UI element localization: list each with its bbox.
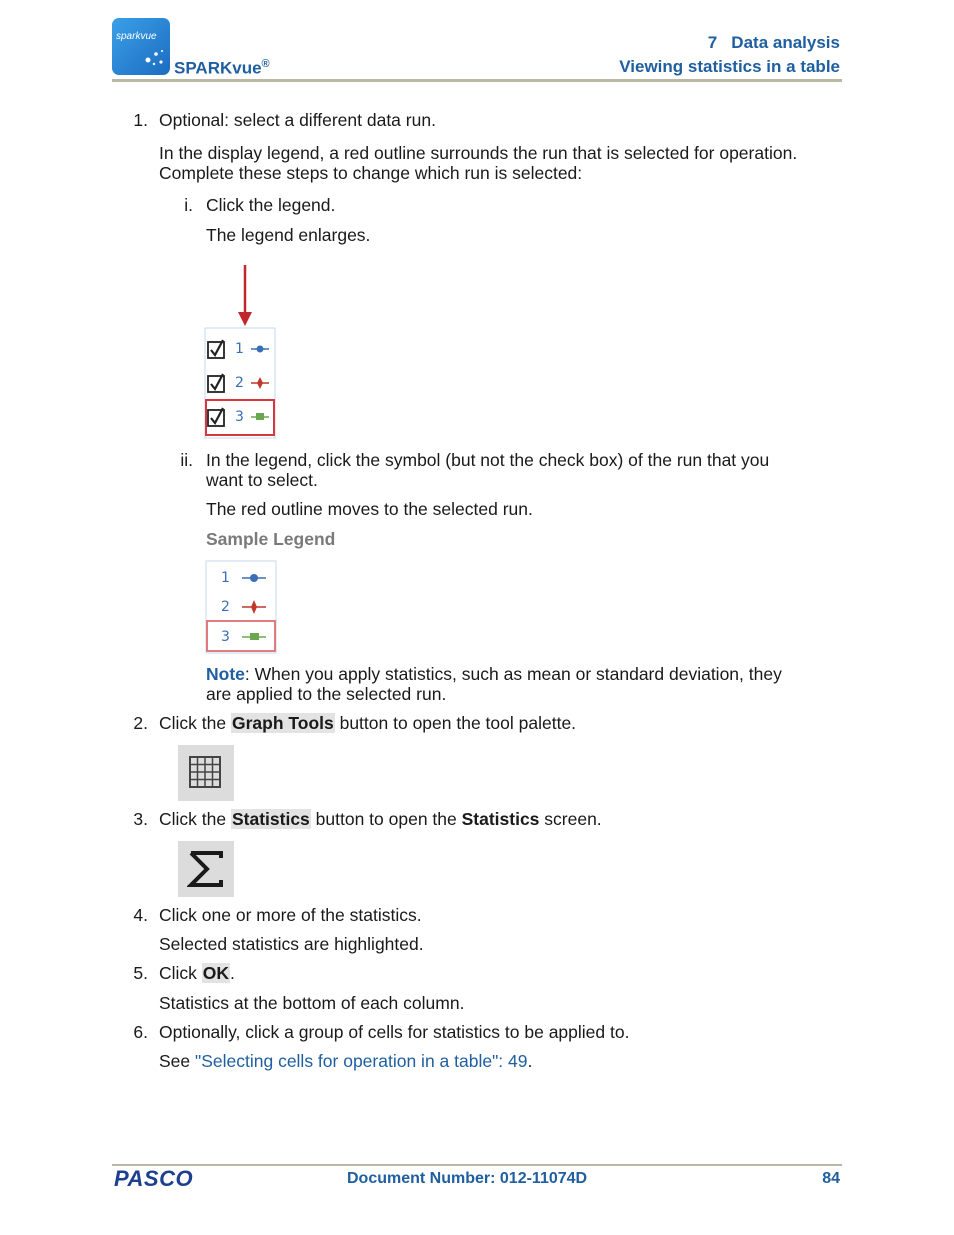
substep-text: want to select. bbox=[206, 470, 318, 490]
section-title: Viewing statistics in a table bbox=[619, 57, 840, 76]
figure-caption: Sample Legend bbox=[206, 529, 336, 549]
step-text: Click OK. bbox=[159, 963, 235, 983]
product-name: SPARKvue® bbox=[174, 58, 270, 78]
see-also: See "Selecting cells for operation in a table": 49. bbox=[159, 1051, 533, 1071]
table-grid-icon bbox=[189, 756, 223, 790]
statistics-label: Statistics bbox=[231, 809, 310, 829]
svg-text:1: 1 bbox=[221, 570, 230, 586]
substep-number: i. bbox=[184, 195, 193, 215]
sample-legend-figure bbox=[204, 559, 278, 655]
step-number: 2. bbox=[133, 713, 148, 733]
cross-reference-link[interactable]: "Selecting cells for operation in a table": 49 bbox=[195, 1051, 528, 1071]
step-number: 1. bbox=[133, 110, 148, 130]
pasco-logo: PASCO bbox=[114, 1166, 194, 1191]
note-text: are applied to the selected run. bbox=[206, 684, 447, 704]
sigma-icon bbox=[187, 849, 227, 889]
svg-text:1: 1 bbox=[235, 341, 244, 357]
substep-text: Click the legend. bbox=[206, 195, 336, 215]
note-line bbox=[206, 664, 782, 684]
step-desc: Complete these steps to change which run is selected: bbox=[159, 163, 583, 183]
footer-rule bbox=[112, 1164, 842, 1166]
graph-tools-button[interactable] bbox=[178, 745, 234, 801]
document-number: Document Number: 012-11074D bbox=[347, 1170, 588, 1187]
step-text: Click the Statistics button to open the Statistics screen. bbox=[159, 809, 602, 829]
step-text: Optional: select a different data run. bbox=[159, 110, 436, 130]
step-number: 4. bbox=[133, 905, 148, 925]
step-text: Click the Graph Tools button to open the tool palette. bbox=[159, 713, 577, 733]
substep-result: The red outline moves to the selected run. bbox=[206, 499, 533, 519]
step-result: Statistics at the bottom of each column. bbox=[159, 993, 465, 1013]
step-result: Selected statistics are highlighted. bbox=[159, 934, 424, 954]
page-number: 84 bbox=[822, 1170, 840, 1187]
note-label: Note bbox=[206, 664, 245, 684]
step-text: Optionally, click a group of cells for statistics to be applied to. bbox=[159, 1022, 630, 1042]
step-text: Click one or more of the statistics. bbox=[159, 905, 422, 925]
step-number: 3. bbox=[133, 809, 148, 829]
graph-tools-label: Graph Tools bbox=[231, 713, 334, 733]
step-desc: In the display legend, a red outline surrounds the run that is selected for operation. bbox=[159, 143, 798, 163]
ok-label: OK bbox=[202, 963, 230, 983]
chapter-title: 7 Data analysis bbox=[707, 33, 840, 52]
substep-result: The legend enlarges. bbox=[206, 225, 371, 245]
legend-enlarged-figure bbox=[203, 262, 279, 442]
svg-text:3: 3 bbox=[235, 409, 244, 425]
svg-text:2: 2 bbox=[221, 599, 230, 615]
substep-number: ii. bbox=[180, 450, 193, 470]
step-number: 6. bbox=[133, 1022, 148, 1042]
red-arrow-icon bbox=[238, 265, 252, 326]
step-number: 5. bbox=[133, 963, 148, 983]
substep-text: In the legend, click the symbol (but not the check box) of the run that you bbox=[206, 450, 770, 470]
sparkvue-logo-text: sparkvue bbox=[116, 31, 157, 42]
sparkvue-logo bbox=[112, 18, 170, 75]
statistics-button[interactable] bbox=[178, 841, 234, 897]
sparkle-icon bbox=[142, 48, 166, 68]
note-text: : When you apply statistics, such as mean or standard deviation, they bbox=[244, 664, 782, 684]
header-rule bbox=[112, 79, 842, 82]
svg-text:3: 3 bbox=[221, 629, 230, 645]
svg-text:2: 2 bbox=[235, 375, 244, 391]
